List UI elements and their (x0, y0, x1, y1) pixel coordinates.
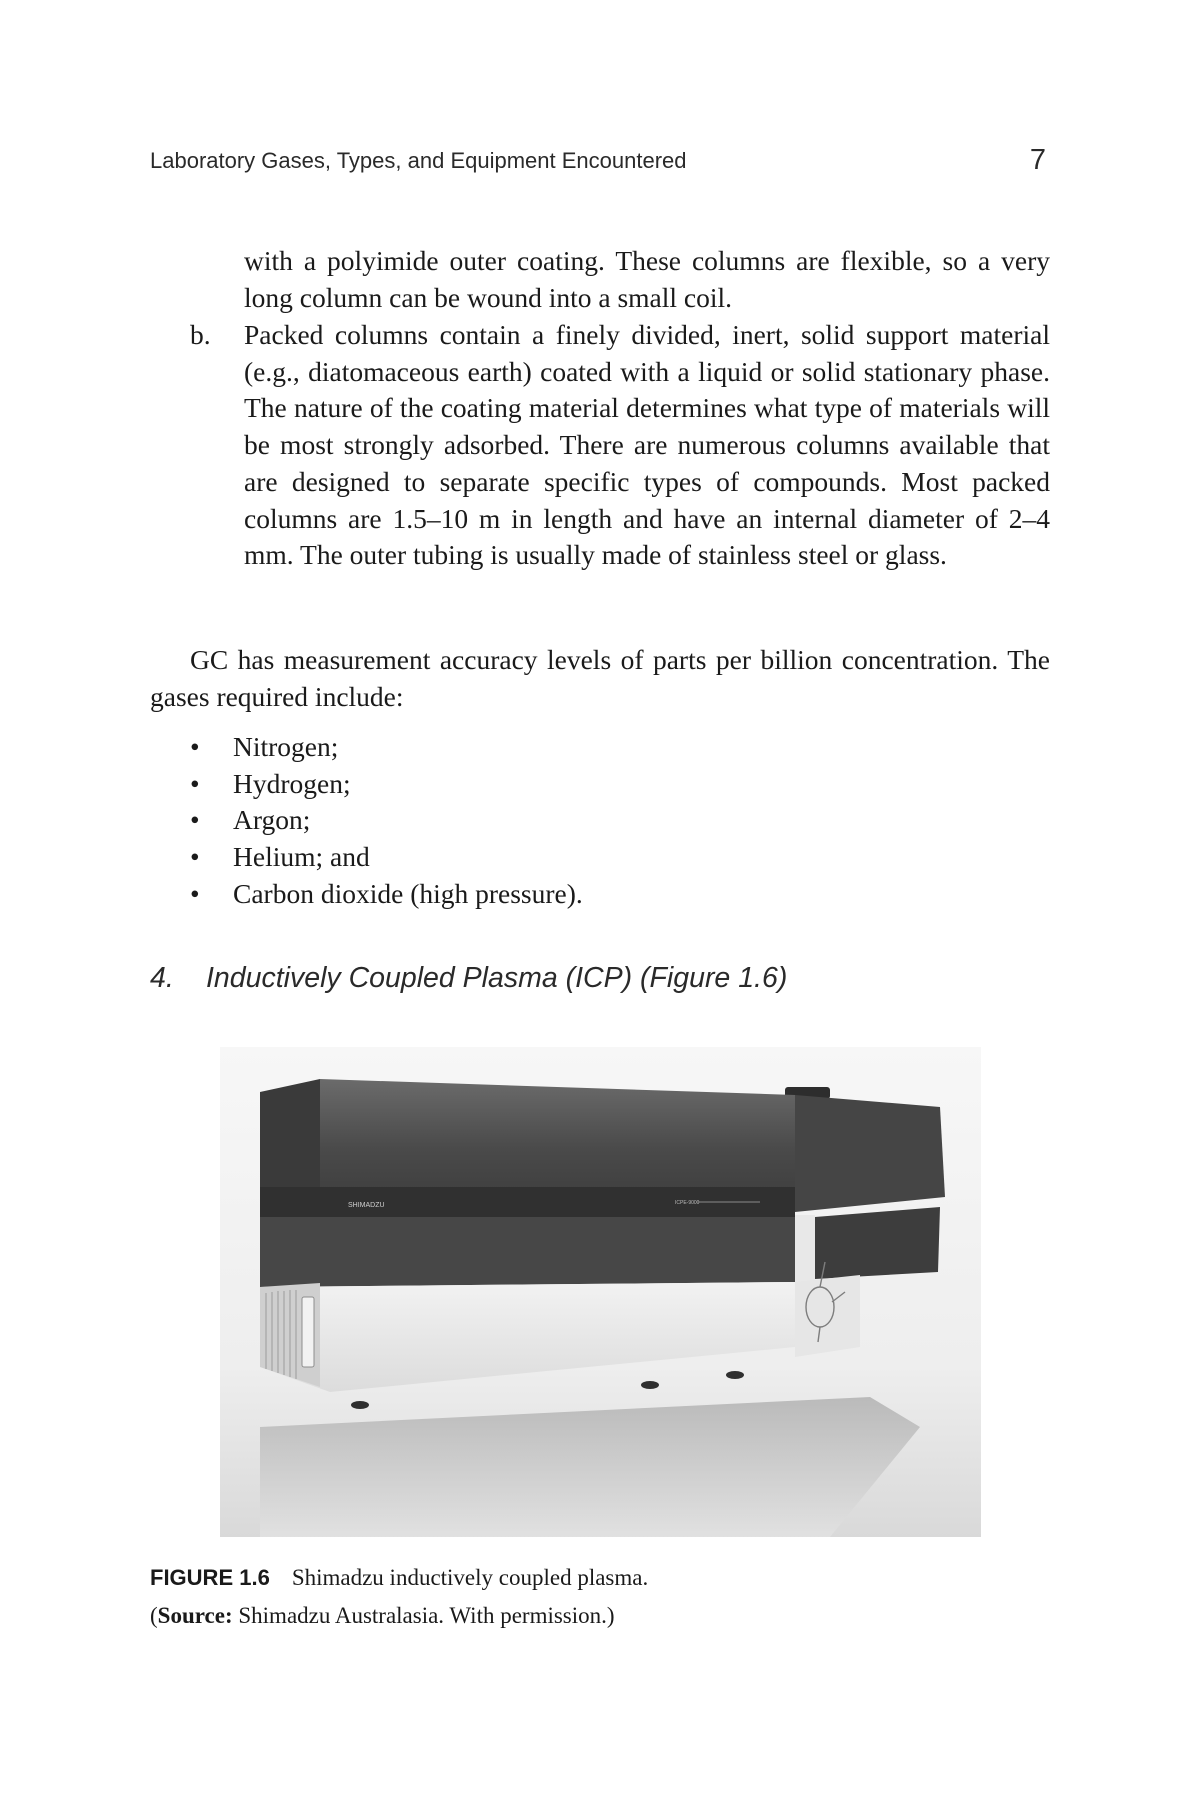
list-item-text: Carbon dioxide (high pressure). (233, 877, 583, 909)
list-item (190, 729, 890, 766)
figure-caption (150, 1563, 1050, 1593)
bullet-icon: • (190, 804, 200, 836)
section-heading (150, 962, 950, 995)
continued-paragraph: with a polyimide outer coating. These columns are flexible, so a very long column can be wound into a small coil. (244, 245, 1050, 313)
sample-compartment (795, 1275, 860, 1357)
page-number: 7 (1029, 144, 1046, 176)
list-item-text: Nitrogen; (233, 731, 339, 762)
item-marker: b. (190, 319, 211, 350)
lower-dark-panel (260, 1217, 795, 1287)
right-dark-panel (815, 1207, 940, 1279)
brand-label: SHIMADZU (348, 1202, 385, 1209)
section-number: 4. (150, 962, 174, 994)
floor-reflection (260, 1397, 920, 1537)
figure-label: FIGURE 1.6 (150, 1565, 270, 1590)
list-item-text: Argon; (233, 804, 311, 836)
list-item (190, 876, 890, 913)
figure-icp-photo (220, 1047, 981, 1537)
gc-paragraph-text: GC has measurement accuracy levels of parts per billion concentration. The gases required include: (150, 644, 1050, 712)
source-text: Shimadzu Australasia. With permission.) (232, 1603, 615, 1628)
lower-body (260, 1282, 795, 1392)
model-label: ICPE-9000 (675, 1200, 700, 1206)
gc-paragraph (150, 642, 1050, 715)
bullet-icon: • (190, 841, 200, 873)
foot (641, 1381, 659, 1389)
foot (351, 1401, 369, 1409)
list-item-text: Hydrogen; (233, 767, 351, 799)
bullet-icon: • (190, 731, 200, 762)
item-b-text: Packed columns contain a finely divided, inert, solid support material (e.g., diatomaceous earth) coated with a liquid or solid stationary phase. The nature of the coating material determines what type of materials will be most strongly adsorbed. There are numerous columns available that are designed to separate specific types of compounds. Most packed columns are 1.5–10 m in length and have an internal diameter of 2–4 mm. The outer tubing is usually made of stainless steel or glass. (244, 319, 1050, 571)
list-item (190, 839, 890, 876)
section-title: Inductively Coupled Plasma (ICP) (Figure 1.6) (206, 962, 788, 994)
drain-tube (302, 1297, 314, 1367)
source-label: Source: (157, 1603, 233, 1628)
bullet-icon: • (190, 877, 200, 909)
icp-instrument-illustration (220, 1047, 981, 1537)
bullet-icon: • (190, 767, 200, 799)
list-item-text: Helium; and (233, 841, 370, 873)
gas-list (190, 729, 890, 912)
list-item (190, 766, 890, 803)
source-open-paren: ( (150, 1603, 158, 1628)
running-head: Laboratory Gases, Types, and Equipment Encountered (150, 148, 687, 173)
top-shell-right (795, 1095, 945, 1212)
foot (726, 1371, 744, 1379)
figure-source (150, 1603, 1050, 1629)
list-item (190, 802, 890, 839)
list-item-b (190, 317, 1050, 574)
caption-text: Shimadzu inductively coupled plasma. (291, 1565, 649, 1590)
